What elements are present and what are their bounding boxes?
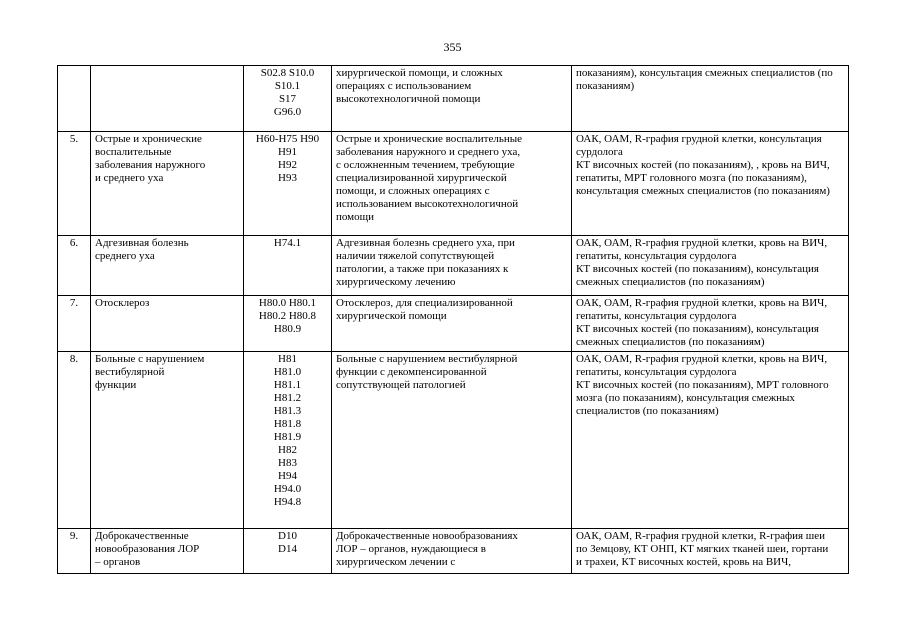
medical-table bbox=[57, 65, 849, 574]
examinations-line: и трахеи, КТ височных костей, кровь на ВИЧ, bbox=[576, 556, 792, 568]
examinations-line: ОАК, ОАМ, R-графия грудной клетки, кровь на ВИЧ, bbox=[576, 353, 828, 365]
disease-name-line: Острые и хронические bbox=[95, 133, 202, 145]
care-description-line: Острые и хронические воспалительные bbox=[336, 133, 523, 145]
icd-codes-line: H81.2 bbox=[273, 392, 302, 404]
icd-codes-line: H94 bbox=[278, 470, 297, 482]
icd-codes-line: D14 bbox=[278, 543, 297, 555]
care-description-line: функции с декомпенсированной bbox=[336, 366, 487, 378]
examinations-line: ОАК, ОАМ, R-графия грудной клетки, кровь на ВИЧ, bbox=[576, 237, 828, 249]
row-number-cell bbox=[58, 132, 91, 236]
care-description-line: Отосклероз, для специализированной bbox=[336, 297, 513, 309]
icd-codes-line: H74.1 bbox=[273, 237, 302, 249]
table-row bbox=[58, 296, 849, 352]
examinations-line: показаниям), консультация смежных специалистов (по bbox=[576, 67, 833, 79]
page-number: 355 bbox=[443, 40, 462, 54]
care-description-line: заболевания наружного и среднего уха, bbox=[336, 146, 521, 158]
row-number-cell bbox=[58, 352, 91, 529]
table-row bbox=[58, 236, 849, 296]
icd-codes-line: H91 bbox=[278, 146, 297, 158]
icd-codes-line: S10.1 bbox=[274, 80, 301, 92]
disease-name-line: Больные с нарушением bbox=[95, 353, 205, 365]
icd-codes-line: S17 bbox=[278, 93, 297, 105]
disease-name-line: – органов bbox=[95, 556, 141, 568]
disease-name-line: Адгезивная болезнь bbox=[95, 237, 189, 249]
examinations-line: КТ височных костей (по показаниям), МРТ головного bbox=[576, 379, 829, 391]
table-row bbox=[58, 352, 849, 529]
care-description-cell bbox=[332, 296, 572, 352]
row-number-cell bbox=[58, 66, 91, 132]
table-row bbox=[58, 529, 849, 574]
icd-codes-line: G96.0 bbox=[273, 106, 302, 118]
care-description-line: хирургической помощи, и сложных bbox=[336, 67, 503, 79]
icd-codes-line: H60-H75 H90 bbox=[255, 133, 320, 145]
care-description-line: Доброкачественные новообразованиях bbox=[336, 530, 518, 542]
disease-name-line: вестибулярной bbox=[95, 366, 165, 378]
care-description-line: хирургическом лечении с bbox=[336, 556, 456, 568]
disease-name-line: и среднего уха bbox=[95, 172, 164, 184]
icd-codes-line: H94.0 bbox=[273, 483, 302, 495]
examinations-line: ОАК, ОАМ, R-графия грудной клетки, R-графия шеи bbox=[576, 530, 826, 542]
care-description-line: специализированной хирургической bbox=[336, 172, 507, 184]
icd-codes-line: H94.8 bbox=[273, 496, 302, 508]
examinations-line: КТ височных костей (по показаниям), консультация bbox=[576, 323, 819, 335]
row-number: 7. bbox=[69, 297, 79, 309]
disease-name-line: Отосклероз bbox=[95, 297, 150, 309]
examinations-line: мозга (по показаниям), консультация смежных bbox=[576, 392, 795, 404]
care-description-line: помощи, и сложных операциях с bbox=[336, 185, 490, 197]
examinations-line: ОАК, ОАМ, R-графия грудной клетки, кровь на ВИЧ, bbox=[576, 297, 828, 309]
examinations-line: КТ височных костей (по показаниям), консультация bbox=[576, 263, 819, 275]
examinations-line: смежных специалистов (по показаниям) bbox=[576, 336, 765, 348]
examinations-line: по Земцову, КТ ОНП, КТ мягких тканей шеи, гортани bbox=[576, 543, 829, 555]
examinations-line: специалистов (по показаниям) bbox=[576, 405, 719, 417]
care-description-line: использованием высокотехнологичной bbox=[336, 198, 519, 210]
examinations-cell bbox=[572, 352, 849, 529]
icd-codes-line: H81.0 bbox=[273, 366, 302, 378]
care-description-line: ЛОР – органов, нуждающиеся в bbox=[336, 543, 486, 555]
disease-name-cell bbox=[91, 352, 244, 529]
icd-codes-line: H83 bbox=[278, 457, 297, 469]
icd-codes-line: H81.1 bbox=[273, 379, 302, 391]
disease-name-line: заболевания наружного bbox=[95, 159, 206, 171]
icd-codes-line: H80.0 H80.1 bbox=[258, 297, 317, 309]
care-description-line: с осложненным течением, требующие bbox=[336, 159, 515, 171]
disease-name-line: Доброкачественные bbox=[95, 530, 189, 542]
row-number-cell bbox=[58, 529, 91, 574]
row-number: 9. bbox=[69, 530, 79, 542]
care-description-line: высокотехнологичной помощи bbox=[336, 93, 481, 105]
care-description-cell bbox=[332, 132, 572, 236]
table-row bbox=[58, 66, 849, 132]
icd-codes-line: H81.9 bbox=[273, 431, 302, 443]
icd-codes-line: H80.2 H80.8 bbox=[258, 310, 317, 322]
examinations-line: показаниям) bbox=[576, 80, 635, 92]
care-description-cell bbox=[332, 66, 572, 132]
care-description-cell bbox=[332, 352, 572, 529]
icd-codes-line: S02.8 S10.0 bbox=[260, 67, 315, 79]
icd-codes-cell bbox=[244, 352, 332, 529]
examinations-line: гепатиты, консультация сурдолога bbox=[576, 250, 737, 262]
examinations-cell bbox=[572, 132, 849, 236]
examinations-cell bbox=[572, 236, 849, 296]
row-number: 5. bbox=[69, 133, 79, 145]
icd-codes-line: H81.3 bbox=[273, 405, 302, 417]
examinations-cell bbox=[572, 66, 849, 132]
examinations-line: ОАК, ОАМ, R-графия грудной клетки, консультация bbox=[576, 133, 822, 145]
icd-codes-line: D10 bbox=[278, 530, 297, 542]
care-description-line: Адгезивная болезнь среднего уха, при bbox=[336, 237, 515, 249]
icd-codes-line: H92 bbox=[278, 159, 297, 171]
disease-name-cell bbox=[91, 296, 244, 352]
examinations-cell bbox=[572, 296, 849, 352]
icd-codes-cell bbox=[244, 236, 332, 296]
care-description-line: хирургическому лечению bbox=[336, 276, 456, 288]
examinations-line: гепатиты, консультация сурдолога bbox=[576, 366, 737, 378]
disease-name-line: воспалительные bbox=[95, 146, 172, 158]
care-description-line: патологии, а также при показаниях к bbox=[336, 263, 509, 275]
icd-codes-line: H93 bbox=[278, 172, 297, 184]
row-number: 6. bbox=[69, 237, 79, 249]
examinations-line: гепатиты, МРТ головного мозга (по показаниям), bbox=[576, 172, 807, 184]
table-body bbox=[58, 66, 849, 574]
disease-name-cell bbox=[91, 529, 244, 574]
row-number: 8. bbox=[69, 353, 79, 365]
examinations-line: сурдолога bbox=[576, 146, 623, 158]
disease-name-cell bbox=[91, 66, 244, 132]
icd-codes-line: H82 bbox=[278, 444, 297, 456]
disease-name-line: новообразования ЛОР bbox=[95, 543, 200, 555]
care-description-line: наличии тяжелой сопутствующей bbox=[336, 250, 495, 262]
table-row bbox=[58, 132, 849, 236]
icd-codes-cell bbox=[244, 296, 332, 352]
row-number-cell bbox=[58, 236, 91, 296]
examinations-cell bbox=[572, 529, 849, 574]
care-description-line: сопутствующей патологией bbox=[336, 379, 466, 391]
examinations-line: консультация смежных специалистов (по показаниям) bbox=[576, 185, 830, 197]
care-description-line: помощи bbox=[336, 211, 374, 223]
icd-codes-line: H80.9 bbox=[273, 323, 302, 335]
icd-codes-line: H81 bbox=[278, 353, 297, 365]
examinations-line: смежных специалистов (по показаниям) bbox=[576, 276, 765, 288]
care-description-cell bbox=[332, 236, 572, 296]
disease-name-cell bbox=[91, 236, 244, 296]
icd-codes-line: H81.8 bbox=[273, 418, 302, 430]
icd-codes-cell bbox=[244, 66, 332, 132]
disease-name-cell bbox=[91, 132, 244, 236]
care-description-line: Больные с нарушением вестибулярной bbox=[336, 353, 518, 365]
disease-name-line: функции bbox=[95, 379, 137, 391]
examinations-line: КТ височных костей (по показаниям), , кровь на ВИЧ, bbox=[576, 159, 830, 171]
icd-codes-cell bbox=[244, 529, 332, 574]
disease-name-line: среднего уха bbox=[95, 250, 155, 262]
care-description-cell bbox=[332, 529, 572, 574]
icd-codes-cell bbox=[244, 132, 332, 236]
care-description-line: операциях с использованием bbox=[336, 80, 472, 92]
care-description-line: хирургической помощи bbox=[336, 310, 447, 322]
examinations-line: гепатиты, консультация сурдолога bbox=[576, 310, 737, 322]
row-number-cell bbox=[58, 296, 91, 352]
